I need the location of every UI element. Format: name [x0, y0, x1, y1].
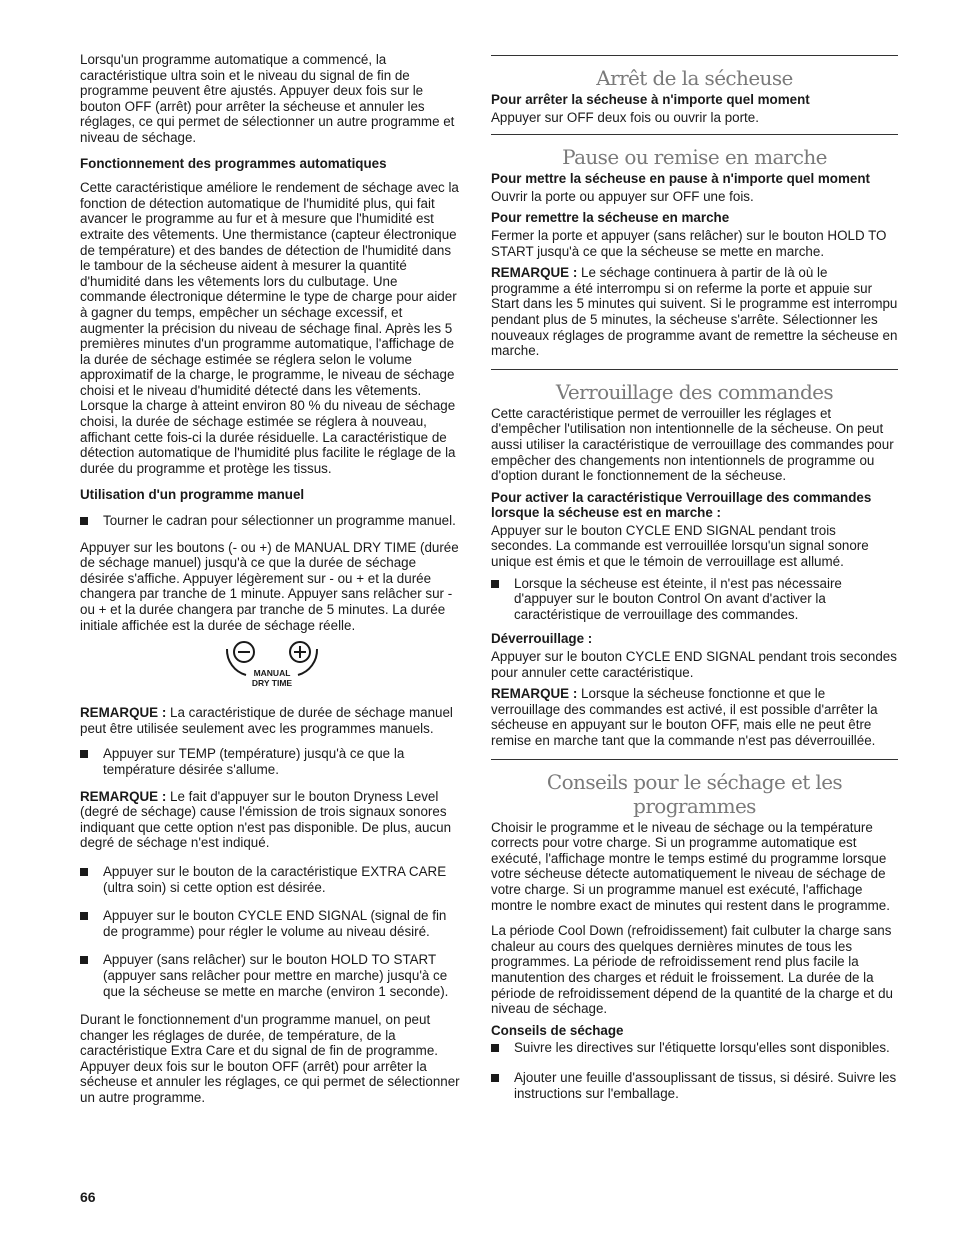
pause-heading: Pour mettre la sécheuse en pause à n'importe quel moment — [491, 171, 870, 187]
unlock-heading: Déverrouillage : — [491, 631, 593, 647]
bullet-text: Appuyer (sans relâcher) sur le bouton HOLD TO START (appuyer sans relâcher pour mettre en marche) jusqu'à ce que la sécheuse se mette en marche (environ 1 seconde). — [103, 952, 449, 999]
note-dryness-level — [80, 789, 463, 851]
control-lock-activate-heading: Pour activer la caractéristique Verrouillage des commandes lorsque la sécheuse est en marche : — [491, 489, 872, 521]
bullet-text: Appuyer sur le bouton CYCLE END SIGNAL (signal de fin de programme) pour régler le volume au niveau désiré. — [103, 908, 447, 939]
note-label: REMARQUE : — [80, 788, 167, 804]
left-column — [80, 52, 463, 1116]
hold-to-start-bullet — [80, 952, 463, 999]
icon-label-dry-time: DRY TIME — [251, 678, 292, 689]
bullet-square-icon — [491, 1074, 499, 1082]
bullet-square-icon — [80, 517, 88, 525]
note-text: Le fait d'appuyer sur le bouton Dryness Level (degré de séchage) cause l'émission de trois signaux sonores indiquant que cette option n'est pas disponible. De plus, aucun degré de séchage n'est indiqué. — [80, 788, 452, 851]
restart-text: Fermer la porte et appuyer (sans relâcher) sur le bouton HOLD TO START jusqu'à ce que la sécheuse se mette en marche. — [491, 227, 887, 259]
stop-dryer-title: Arrêt de la sécheuse — [596, 66, 793, 90]
bullet-square-icon — [80, 750, 88, 758]
control-lock-text: Cette caractéristique permet de verrouiller les réglages et d'empêcher l'utilisation non intentionnelle de la sécheuse. On peut aussi utiliser la caractéristique de verrouillage des commandes pour empêcher des changements non intentionnels de programme ou d'option durant le fonctionnement de la sécheuse. — [491, 405, 894, 484]
auto-programs-paragraph: Cette caractéristique améliore le rendement de séchage avec la fonction de détection automatique de l'humidité plus, qui fait avancer le programme au fur et à mesure que l'humidité est extraite des vêtements. Une thermistance (capteur électronique de température) et des bandes de détection de l'humidité dans le tambour de la sécheuse aident à mesurer la quantité d'humidité dans les vêtements lors du culbutage. Une commande électronique détermine le type de charge pour aider à gagner du temps, empêcher un séchage excessif, et augmenter la précision du niveau de séchage final. Après les 5 premières minutes d'un programme automatique, l'affichage de la durée de séchage estimée se réglera selon le volume approximatif de la charge, le programme, le niveau de séchage choisi et le niveau d'humidité détecté dans les vêtements. Lorsque la charge à atteint environ 80 % du niveau de séchage choisi, la durée de séchage estimée se réglera à nouveau, affichant cette fois-ci la durée résiduelle. La caractéristique de détection automatique de l'humidité plus facilite le réglage de la durée du programme et protège les tissus. — [80, 180, 459, 476]
pause-note — [491, 265, 898, 359]
page-number: 66 — [80, 1189, 96, 1205]
note-label: REMARQUE : — [491, 265, 578, 281]
manual-final-paragraph: Durant le fonctionnement d'un programme manuel, on peut changer les réglages de durée, de température, de la caractéristique Extra Care et du signal de fin de programme. Appuyer deux fois sur le bouton OFF (arrêt) pour arrêter la sécheuse et annuler les réglages, ce qui permet de sélectionner un autre programme. — [80, 1012, 460, 1106]
bullet-square-icon — [80, 868, 88, 876]
section-divider — [491, 759, 898, 760]
pause-title: Pause ou remise en marche — [562, 145, 827, 170]
control-lock-title: Verrouillage des commandes — [555, 379, 834, 404]
control-lock-bullet — [491, 576, 898, 623]
bullet-text: Ajouter une feuille d'assouplissant de tissus, si désiré. Suivre les instructions sur l'emballage. — [514, 1069, 897, 1101]
cycle-end-signal-bullet — [80, 908, 463, 939]
drying-tips-paragraph-2: La période Cool Down (refroidissement) fait culbuter la charge sans chaleur au cours des quelques dernières minutes de tous les programmes. La période de refroidissement rend plus facile la manutention des charges et réduit le froissement. La durée de la période de refroidissement dépend de la quantité de la charge et du niveau de séchage. — [491, 923, 894, 1017]
manual-program-heading: Utilisation d'un programme manuel — [80, 487, 305, 503]
note-label: REMARQUE : — [80, 705, 167, 721]
bullet-text: Appuyer sur TEMP (température) jusqu'à ce que la température désirée s'allume. — [103, 746, 405, 777]
bullet-square-icon — [80, 956, 88, 964]
drying-tips-paragraph-1: Choisir le programme et le niveau de séchage ou la température corrects pour votre charge. Si un programme automatique est exécuté, l'affichage montre le temps estimé du programme lorsque votre sécheuse détecte automatiquement le niveau de séchage de votre charge. Si un programme manuel est exécuté, l'affichage montre le nombre exact de minutes qui restent dans le programme. — [491, 819, 890, 913]
note-text: Le séchage continuera à partir de là où le programme a été interrompu si on referme la porte et appuie sur Start dans les 5 minutes qui suivent. Si le programme est interrompu pendant plus de 5 minutes, la sécheuse s'arrête. Sélectionner les nouveaux réglages de programme avant de remettre la sécheuse en marche. — [491, 265, 898, 359]
bullet-text: Appuyer sur le bouton de la caractéristique EXTRA CARE (ultra soin) si cette option est désirée. — [103, 863, 447, 895]
icon-label-manual: MANUAL — [253, 668, 290, 679]
bullet-text: Tourner le cadran pour sélectionner un programme manuel. — [103, 513, 456, 529]
unlock-text: Appuyer sur le bouton CYCLE END SIGNAL pendant trois secondes pour annuler cette caractéristique. — [491, 649, 897, 680]
temp-bullet — [80, 746, 463, 777]
auto-programs-heading: Fonctionnement des programmes automatiques — [80, 155, 387, 171]
drying-tip-bullet — [491, 1040, 898, 1056]
drying-tips-heading: Conseils de séchage — [491, 1022, 624, 1038]
manual-dry-time-graphic — [222, 639, 322, 691]
section-divider — [491, 134, 898, 135]
note-manual-only — [80, 705, 463, 736]
note-text: La caractéristique de durée de séchage manuel peut être utilisée seulement avec les programmes manuels. — [80, 705, 453, 736]
stop-dryer-heading: Pour arrêter la sécheuse à n'importe quel moment — [491, 92, 810, 107]
bullet-square-icon — [80, 912, 88, 920]
control-lock-note — [491, 686, 898, 748]
section-divider — [491, 55, 898, 56]
manual-dry-time-icon — [80, 639, 463, 691]
bullet-text: Lorsque la sécheuse est éteinte, il n'est pas nécessaire d'appuyer sur le bouton Control On avant d'activer la caractéristique de verrouillage des commandes. — [514, 575, 842, 622]
right-column — [491, 55, 898, 1110]
stop-dryer-text: Appuyer sur OFF deux fois ou ouvrir la porte. — [491, 109, 759, 125]
section-divider — [491, 369, 898, 370]
note-label: REMARQUE : — [491, 686, 578, 702]
bullet-square-icon — [491, 580, 499, 588]
pause-text: Ouvrir la porte ou appuyer sur OFF une fois. — [491, 188, 754, 204]
bullet-square-icon — [491, 1044, 499, 1052]
control-lock-activate-text: Appuyer sur le bouton CYCLE END SIGNAL pendant trois secondes. La commande est verrouillée lorsqu'un signal sonore unique est émis et que le témoin de verrouillage est allumé. — [491, 522, 869, 570]
restart-heading: Pour remettre la sécheuse en marche — [491, 210, 730, 226]
bullet-text: Suivre les directives sur l'étiquette lorsqu'elles sont disponibles. — [514, 1040, 890, 1056]
extra-care-bullet — [80, 864, 463, 895]
note-text: Lorsque la sécheuse fonctionne et que le verrouillage des commandes est activé, il est possible d'arrêter la sécheuse en appuyant sur le bouton OFF, mais elle ne peut être remise en marche tant que la commande n'est pas déverrouillée. — [491, 686, 878, 748]
auto-intro-paragraph: Lorsqu'un programme automatique a commencé, la caractéristique ultra soin et le niveau du signal de fin de programme peuvent être ajustés. Appuyer deux fois sur le bouton OFF (arrêt) pour arrêter la sécheuse et annuler les réglages, ce qui permet de sélectionner un autre programme et niveau de séchage. — [80, 52, 455, 145]
manual-bullet — [80, 513, 463, 529]
drying-tips-title: Conseils pour le séchage et les programmes — [546, 769, 843, 818]
drying-tip-bullet — [491, 1070, 898, 1101]
manual-dry-time-paragraph: Appuyer sur les boutons (- ou +) de MANUAL DRY TIME (durée de séchage manuel) jusqu'à ce que la durée de séchage désirée s'affiche. Appuyer légèrement sur - ou + et la durée changera par tranche de 1 minute. Appuyer sans relâcher sur - ou + et la durée changera par tranche de 5 minutes. La durée initiale affichée est la durée de séchage réelle. — [80, 539, 459, 633]
